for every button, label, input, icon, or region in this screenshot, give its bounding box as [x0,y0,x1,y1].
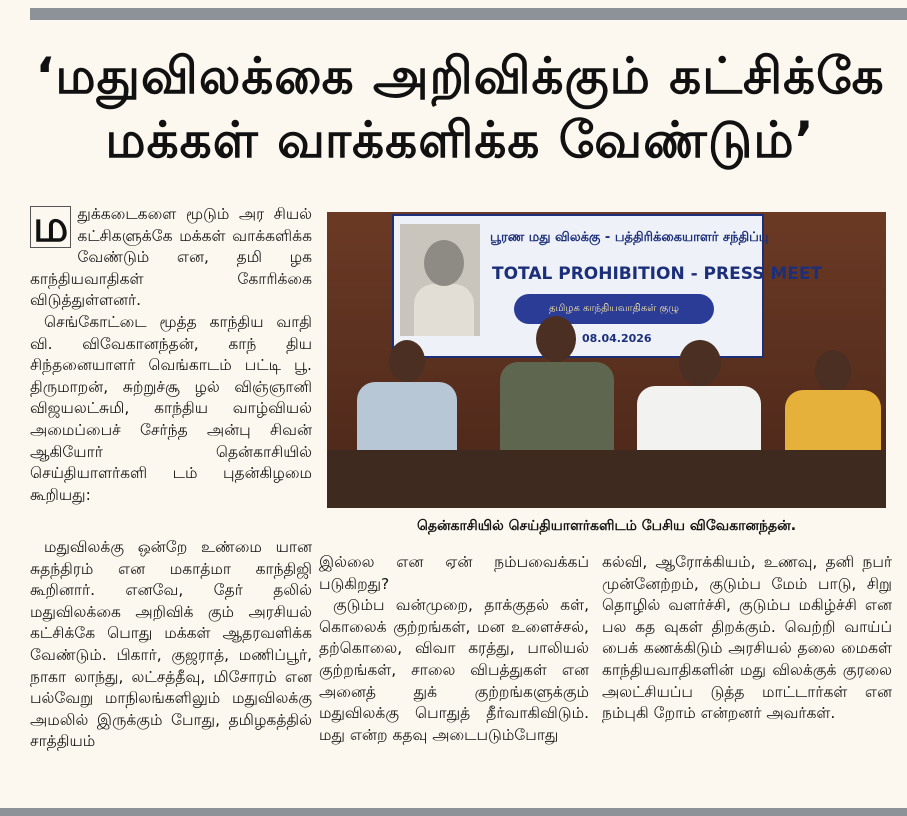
paragraph-gandhi-quote: மதுவிலக்கு ஒன்றே உண்மை யான சுதந்திரம் என மகாத்மா காந்திஜி கூறினார். எனவே, தேர் தலில் மதுவிலக்கை அறிவிக் கும் அரசியல் கட்சிக்கே பொது மக்கள் ஆதரவளிக்க வேண்டும். பிகார், குஜராத், மணிப்பூர், நாகா லாந்து, லட்சத்தீவு, மிசோரம் என பல்வேறு மாநிலங்களிலும் மதுவிலக்கு அமலில் இருக்கும் போது, தமிழகத்தில் சாத்தியம் [30,538,312,751]
article-column-3 [602,552,892,725]
paragraph-speakers: செங்கோட்டை மூத்த காந்திய வாதி வி. விவேகானந்தன், காந் திய சிந்தனையாளர் வெங்காடம் பட்டி பூ. திருமாறன், சுற்றுச்சூ ழல் விஞ்ஞானி விஜயலட்சுமி, காந்திய வாழ்வியல் அமைப்பைச் சேர்ந்த அன்பு சிவன் ஆகியோர் தென்காசியில் செய்தியாளர்களி டம் புதன்கிழமை கூறியது: [30,312,312,504]
gandhi-portrait [400,224,480,336]
paragraph-closing: கல்வி, ஆரோக்கியம், உணவு, தனி நபர் முன்னேற்றம், குடும்ப மேம் பாடு, சிறு தொழில் வளர்ச்சி, குடும்ப மகிழ்ச்சி என பல கத வுகள் திறக்கும். வெற்றி வாய்ப் பைக் கணக்கிடும் அரசியல் தலை மைகள் காந்தியவாதிகளின் மது விலக்குக் குரலை அலட்சியப்ப டுத்த மாட்டார்கள் என நம்புகி றோம் என்றனர் அவர்கள். [602,553,892,723]
headline-line-2: மக்கள் வாக்களிக்க வேண்டும்’ [105,111,815,169]
drop-cap: ம [30,206,71,248]
headline-line-1: ‘மதுவிலக்கை அறிவிக்கும் கட்சிக்கே [35,47,885,105]
paragraph-social-harms: குடும்ப வன்முறை, தாக்குதல் கள், கொலைக் குற்றங்கள், மன உளைச்சல், தற்கொலை, விவா கரத்து, பாலியல் குற்றங்கள், சாலை விபத்துகள் என அனைத் துக் குற்றங்களுக்கும் மதுவிலக்கு பொதுத் தீர்வாகிவிடும். மது என்ற கதவு அடைபடும்போது [319,596,589,744]
banner-english-title: TOTAL PROHIBITION - PRESS MEET [492,264,823,284]
article-column-1-top [30,201,312,506]
paragraph-question: இல்லை என ஏன் நம்பவைக்கப் படுகிறது? [319,553,589,593]
paragraph-intro: துக்கடைகளை மூடும் அர சியல் கட்சிகளுக்கே மக்கள் வாக்களிக்க வேண்டும் என, தமி ழக காந்தியவாதிகள் கோரிக்கை விடுத்துள்ளனர். [30,205,312,310]
banner-tamil-title: பூரண மது விலக்கு - பத்திரிக்கையாளர் சந்திப்பு [490,230,769,245]
article-column-2 [319,552,589,746]
photo-caption: தென்காசியில் செய்தியாளர்களிடம் பேசிய விவேகானந்தன். [416,518,797,534]
top-rule [30,8,907,20]
article-column-1-bottom [30,537,312,753]
banner-organisation: தமிழக காந்தியவாதிகள் குழு [514,294,714,324]
bottom-rule [0,808,907,816]
banner-date: 08.04.2026 [582,332,652,345]
press-meet-photo [327,212,886,508]
headline [20,44,900,172]
table [327,450,886,508]
